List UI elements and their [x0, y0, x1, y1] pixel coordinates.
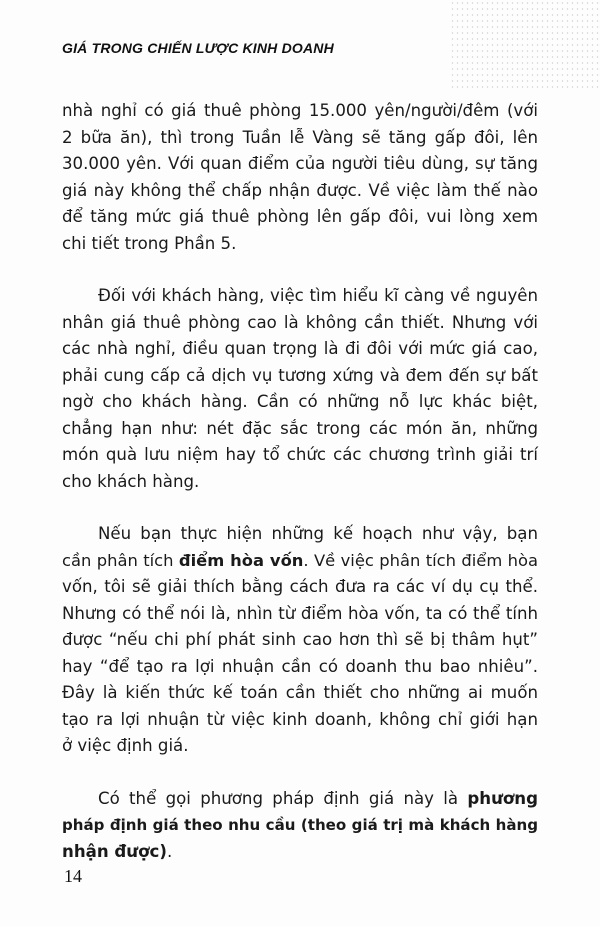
paragraph-spacer: [62, 495, 538, 521]
text-line: 2 bữa ăn), thì trong Tuần lễ Vàng sẽ tăng gấp đôi, lên: [62, 127, 538, 147]
paragraph-spacer: [62, 257, 538, 283]
text-line: hay “để tạo ra lợi nhuận cần có doanh thu bao nhiêu”.: [62, 656, 538, 676]
bold-term: phương: [467, 788, 538, 808]
text-line: nhân giá thuê phòng cao là không cần thiết. Nhưng với: [62, 312, 538, 332]
running-header: GIÁ TRONG CHIẾN LƯỢC KINH DOANH: [62, 40, 334, 56]
bold-term: điểm hòa vốn: [178, 550, 304, 570]
paragraph-3: [62, 521, 538, 760]
text-line: 30.000 yên. Với quan điểm của người tiêu dùng, sự tăng: [62, 154, 538, 173]
text-line: vốn, tôi sẽ giải thích bằng cách đưa ra các ví dụ cụ thể.: [62, 577, 538, 596]
text-line: nhận được).: [62, 841, 173, 861]
text-line: chẳng hạn như: nét đặc sắc trong các món ăn, những: [62, 418, 538, 438]
paragraph-1: [62, 98, 538, 257]
text-line: ở việc định giá.: [62, 736, 189, 755]
text-line: Đối với khách hàng, việc tìm hiểu kĩ càng về nguyên: [98, 286, 538, 305]
text-line: Có thể gọi phương pháp định giá này là phương: [98, 788, 538, 808]
paragraph-4: [62, 786, 538, 866]
text-line: món quà lưu niệm hay tổ chức các chương trình giải trí: [62, 445, 538, 464]
paragraph-spacer: [62, 760, 538, 786]
text-line: ngờ cho khách hàng. Cần có những nỗ lực khác biệt,: [62, 392, 538, 411]
paragraph-2: [62, 283, 538, 495]
text-line: chi tiết trong Phần 5.: [62, 233, 237, 253]
page-number: 14: [64, 866, 82, 886]
text-line: được “nếu chi phí phát sinh cao hơn thì sẽ bị thâm hụt”: [62, 630, 538, 649]
text-line: giá này không thể chấp nhận được. Về việc làm thế nào: [62, 180, 538, 200]
text-line: phải cung cấp cả dịch vụ tương xứng và đem đến sự bất: [62, 365, 538, 385]
text-line: Nhưng có thể nói là, nhìn từ điểm hòa vốn, ta có thể tính: [62, 603, 538, 623]
text-line: để tăng mức giá thuê phòng lên gấp đôi, vui lòng xem: [62, 207, 538, 226]
text-line: Nếu bạn thực hiện những kế hoạch như vậy, bạn: [98, 524, 538, 543]
text-line: các nhà nghỉ, điều quan trọng là đi đôi với mức giá cao,: [62, 339, 538, 358]
scan-noise: [450, 0, 600, 90]
text-line: cần phân tích điểm hòa vốn. Về việc phân tích điểm hòa: [62, 550, 539, 570]
bold-term: nhận được): [62, 841, 167, 861]
text-line: Đây là kiến thức kế toán cần thiết cho những ai muốn: [62, 683, 538, 702]
text-line: tạo ra lợi nhuận từ việc kinh doanh, không chỉ giới hạn: [62, 709, 538, 729]
bold-term: pháp định giá theo nhu cầu (theo giá trị mà khách hàng: [62, 816, 538, 834]
text-line: [62, 812, 538, 839]
body-text: [62, 98, 538, 865]
text-line: cho khách hàng.: [62, 471, 200, 491]
text-line: nhà nghỉ có giá thuê phòng 15.000 yên/người/đêm (với: [62, 101, 538, 120]
